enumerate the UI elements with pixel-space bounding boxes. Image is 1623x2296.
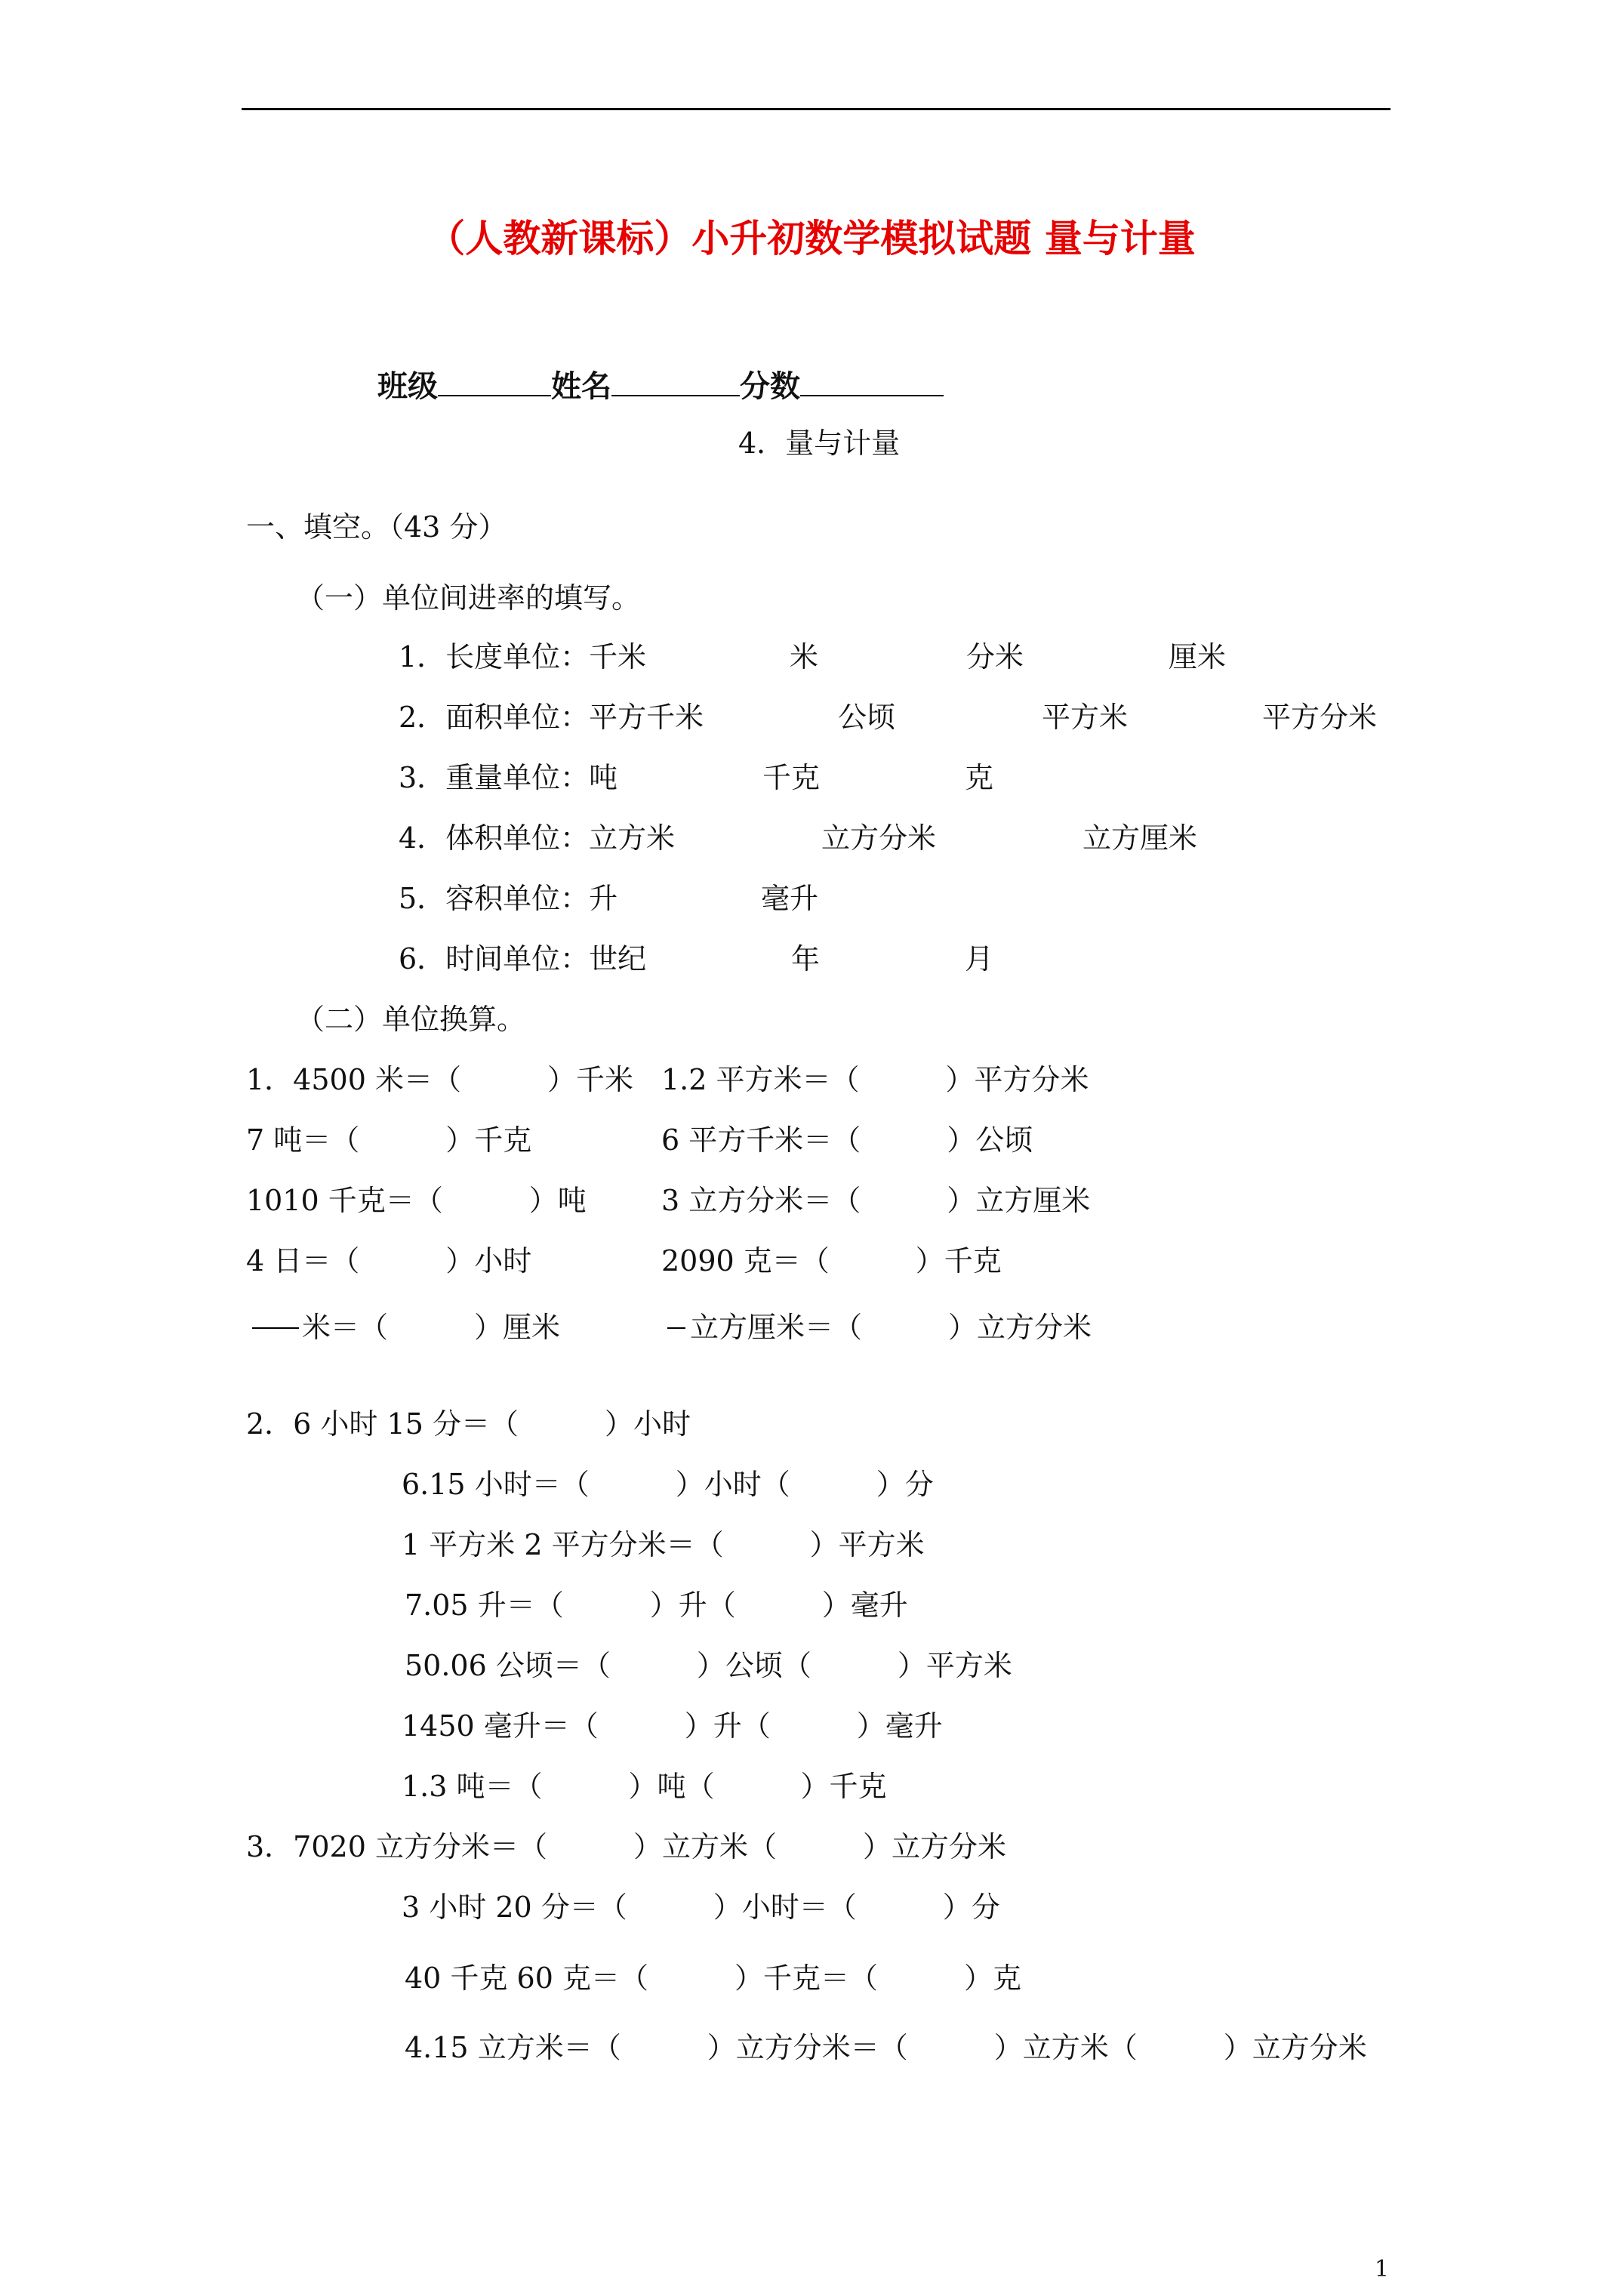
unit-row-length-unit: 米: [790, 640, 819, 673]
q1-item: 立方厘米＝（ ）立方分米: [690, 1311, 1092, 1344]
header-rule: [242, 108, 1390, 110]
q3-item: 40 千克 60 克＝（ ）千克＝（ ）克: [405, 1962, 1021, 1995]
name-blank[interactable]: [611, 368, 740, 396]
q1-item: 1．4500 米＝（ ）千米: [246, 1063, 633, 1096]
q2-item: 50.06 公顷＝（ ）公顷（ ）平方米: [405, 1649, 1012, 1682]
q2-item: 1 平方米 2 平方分米＝（ ）平方米: [402, 1528, 925, 1561]
unit-row-area-unit: 公顷: [838, 701, 896, 734]
class-blank[interactable]: [438, 368, 551, 396]
unit-row-length-label: 1．长度单位：千米: [399, 640, 647, 673]
q1-item: 2090 克＝（ ）千克: [661, 1244, 1002, 1277]
unit-row-weight-unit: 克: [965, 761, 994, 794]
unit-row-capacity-unit: 毫升: [761, 882, 819, 915]
unit-row-area-unit: 平方米: [1042, 701, 1129, 734]
q1-item: 米＝（ ）厘米: [302, 1311, 561, 1344]
unit-row-time-label: 6．时间单位：世纪: [399, 942, 647, 975]
unit-row-weight-label: 3．重量单位：吨: [399, 761, 618, 794]
q1-item: 3 立方分米＝（ ）立方厘米: [661, 1184, 1091, 1217]
unit-row-time-unit: 月: [965, 942, 994, 975]
score-label: 分数: [740, 368, 800, 404]
class-label: 班级: [377, 368, 438, 404]
q3-item: 3．7020 立方分米＝（ ）立方米（ ）立方分米: [246, 1830, 1006, 1863]
student-info-line: [377, 362, 944, 405]
unit-row-volume-unit: 立方分米: [821, 821, 937, 855]
q1-item: 6 平方千米＝（ ）公顷: [661, 1123, 1033, 1157]
unit-row-weight-unit: 千克: [762, 761, 821, 794]
unit-row-volume-unit: 立方厘米: [1083, 821, 1198, 855]
section-heading: 4．量与计量: [738, 427, 901, 460]
unit-row-time-unit: 年: [791, 942, 821, 975]
page-number: 1: [1374, 2256, 1389, 2282]
fraction-placeholder: [252, 1327, 299, 1329]
q2-item: 7.05 升＝（ ）升（ ）毫升: [405, 1589, 908, 1622]
unit-row-area-label: 2．面积单位：平方千米: [399, 701, 704, 734]
unit-row-length-unit: 厘米: [1169, 640, 1227, 673]
q3-item: 4.15 立方米＝（ ）立方分米＝（ ）立方米（ ）立方分米: [405, 2031, 1367, 2064]
subsection-one-heading: （一）单位间进率的填写。: [296, 581, 641, 615]
q1-item: 4 日＝（ ）小时: [246, 1244, 532, 1277]
q1-item: 7 吨＝（ ）千克: [246, 1123, 532, 1157]
q1-item: 1010 千克＝（ ）吨: [246, 1184, 587, 1217]
q2-item: 1.3 吨＝（ ）吨（ ）千克: [402, 1770, 887, 1803]
unit-row-volume-label: 4．体积单位：立方米: [399, 821, 676, 855]
q2-item: 6.15 小时＝（ ）小时（ ）分: [402, 1468, 934, 1501]
q1-item: 1.2 平方米＝（ ）平方分米: [661, 1063, 1089, 1096]
subsection-two-heading: （二）单位换算。: [296, 1003, 526, 1036]
part-one-heading: 一、填空。（43 分）: [246, 510, 507, 544]
fraction-placeholder: [667, 1327, 685, 1329]
q3-item: 3 小时 20 分＝（ ）小时＝（ ）分: [402, 1891, 1000, 1924]
q2-item: 1450 毫升＝（ ）升（ ）毫升: [402, 1709, 943, 1743]
page-title: （人教新课标）小升初数学模拟试题 量与计量: [427, 216, 1196, 260]
unit-row-length-unit: 分米: [966, 640, 1024, 673]
unit-row-capacity-label: 5．容积单位：升: [399, 882, 618, 915]
score-blank[interactable]: [800, 368, 944, 396]
q2-item: 2．6 小时 15 分＝（ ）小时: [246, 1407, 691, 1441]
unit-row-area-unit: 平方分米: [1262, 701, 1378, 734]
name-label: 姓名: [551, 368, 611, 404]
